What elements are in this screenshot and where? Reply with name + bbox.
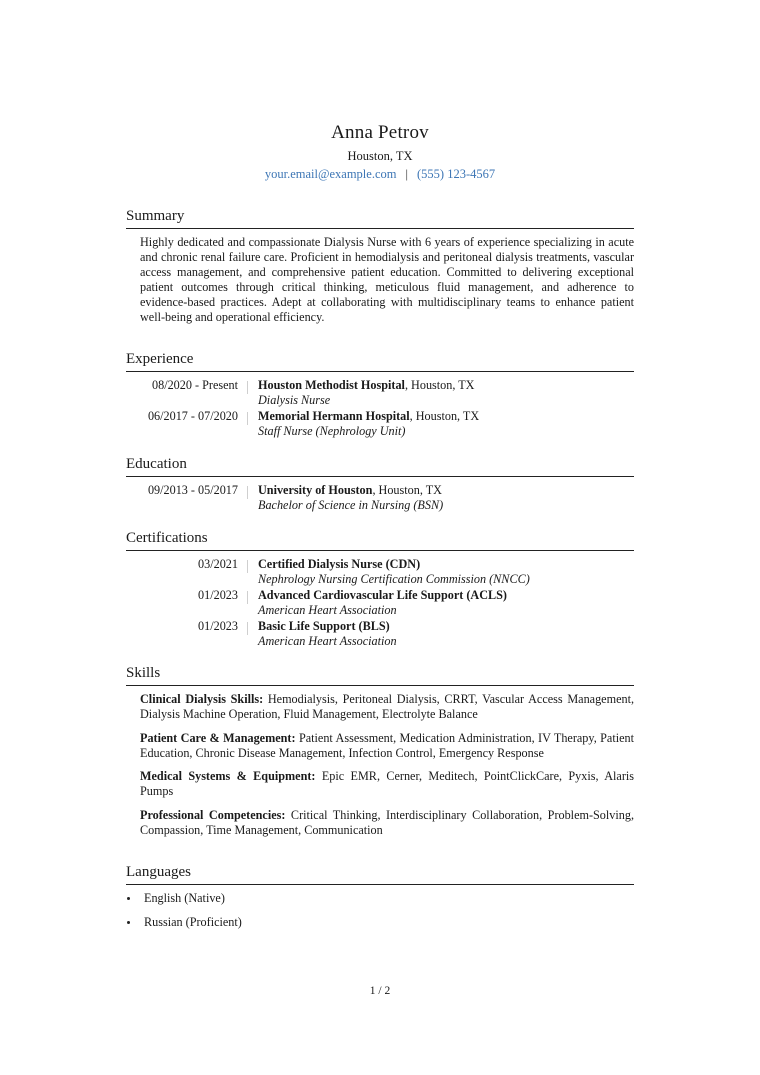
section-title-skills: Skills xyxy=(126,665,161,681)
experience-entry xyxy=(126,409,634,440)
language-item xyxy=(126,891,225,906)
certification-issuer: American Heart Association xyxy=(258,603,397,617)
section-title-experience: Experience xyxy=(126,351,194,367)
contact-line xyxy=(0,167,760,182)
experience-entry xyxy=(126,378,634,409)
contact-separator: | xyxy=(405,167,408,181)
entry-date: 03/2021 xyxy=(198,557,238,571)
skill-group-list: Patient Assessment, Medication Administration, IV Therapy, Patient Education, Chronic Disease Management, Infection Control, Emergency Response xyxy=(140,731,634,760)
section-divider xyxy=(126,371,634,372)
section-title-certifications: Certifications xyxy=(126,530,208,546)
section-divider xyxy=(126,685,634,686)
entry-divider xyxy=(247,622,248,635)
skill-group xyxy=(140,769,634,799)
entry-title xyxy=(258,588,507,603)
entry-date: 09/2013 - 05/2017 xyxy=(147,483,238,497)
bullet-icon xyxy=(127,921,130,924)
section-title-education: Education xyxy=(126,456,187,472)
language-label: English (Native) xyxy=(144,891,225,905)
page-number: 1 / 2 xyxy=(369,985,391,997)
employer-location: , Houston, TX xyxy=(404,378,475,392)
email-link[interactable]: your.email@example.com xyxy=(264,167,397,181)
entry-divider xyxy=(247,560,248,573)
phone-link[interactable]: (555) 123-4567 xyxy=(417,167,496,181)
certification-entry xyxy=(126,588,634,619)
skill-group-label: Medical Systems & Equipment: xyxy=(140,769,316,783)
section-divider xyxy=(126,228,634,229)
certification-issuer: Nephrology Nursing Certification Commission (NNCC) xyxy=(258,572,530,586)
skill-group-label: Clinical Dialysis Skills: xyxy=(140,692,264,706)
entry-divider xyxy=(247,591,248,604)
certification-name: Basic Life Support (BLS) xyxy=(258,619,390,633)
entry-title xyxy=(258,557,420,572)
certification-name: Certified Dialysis Nurse (CDN) xyxy=(258,557,421,571)
degree: Bachelor of Science in Nursing (BSN) xyxy=(258,498,444,512)
entry-date: 08/2020 - Present xyxy=(152,378,238,392)
language-item xyxy=(126,915,242,930)
school-name: University of Houston xyxy=(258,483,373,497)
entry-date: 01/2023 xyxy=(198,588,238,602)
section-divider xyxy=(126,476,634,477)
job-role: Dialysis Nurse xyxy=(258,393,331,407)
summary-text: Highly dedicated and compassionate Dialysis Nurse with 6 years of experience specializing in acute and chronic renal failure care. Proficient in hemodialysis and peritoneal dialysis treatments, vascular access management, and comprehensive patient education. Committed to delivering exceptional patient outcomes through critical thinking, meticulous fluid management, and adherence to evidence-based practices. Adept at collaborating with multidisciplinary teams to enhance patient well-being and operational efficiency. xyxy=(140,235,634,324)
education-entry xyxy=(126,483,634,514)
candidate-name: Anna Petrov xyxy=(331,122,429,143)
candidate-location: Houston, TX xyxy=(347,149,413,163)
certification-name: Advanced Cardiovascular Life Support (ACLS) xyxy=(258,588,507,602)
employer-name: Houston Methodist Hospital xyxy=(258,378,405,392)
entry-divider xyxy=(247,412,248,425)
entry-title xyxy=(258,619,390,634)
skill-group-label: Professional Competencies: xyxy=(140,808,286,822)
job-role: Staff Nurse (Nephrology Unit) xyxy=(258,424,406,438)
skill-group-list: Epic EMR, Cerner, Meditech, PointClickCare, Pyxis, Alaris Pumps xyxy=(140,769,635,798)
skill-group-list: Hemodialysis, Peritoneal Dialysis, CRRT, Vascular Access Management, Dialysis Machine Operation, Fluid Management, Electrolyte Balance xyxy=(140,692,635,721)
entry-title xyxy=(258,483,442,498)
section-title-summary: Summary xyxy=(126,208,185,224)
section-title-languages: Languages xyxy=(126,864,191,880)
skill-group xyxy=(140,731,634,761)
bullet-icon xyxy=(127,897,130,900)
skill-group-list: Critical Thinking, Interdisciplinary Collaboration, Problem-Solving, Compassion, Time Management, Communication xyxy=(140,808,634,837)
entry-divider xyxy=(247,381,248,394)
entry-divider xyxy=(247,486,248,499)
entry-date: 01/2023 xyxy=(198,619,238,633)
section-divider xyxy=(126,550,634,551)
employer-name: Memorial Hermann Hospital xyxy=(258,409,410,423)
certification-issuer: American Heart Association xyxy=(258,634,397,648)
certification-entry xyxy=(126,619,634,650)
skill-group xyxy=(140,808,634,838)
employer-location: , Houston, TX xyxy=(409,409,480,423)
certification-entry xyxy=(126,557,634,588)
entry-title xyxy=(258,409,479,424)
entry-title xyxy=(258,378,474,393)
entry-date: 06/2017 - 07/2020 xyxy=(147,409,238,423)
language-label: Russian (Proficient) xyxy=(144,915,242,929)
skill-group-label: Patient Care & Management: xyxy=(140,731,296,745)
section-divider xyxy=(126,884,634,885)
skill-group xyxy=(140,692,634,722)
school-location: , Houston, TX xyxy=(372,483,442,497)
